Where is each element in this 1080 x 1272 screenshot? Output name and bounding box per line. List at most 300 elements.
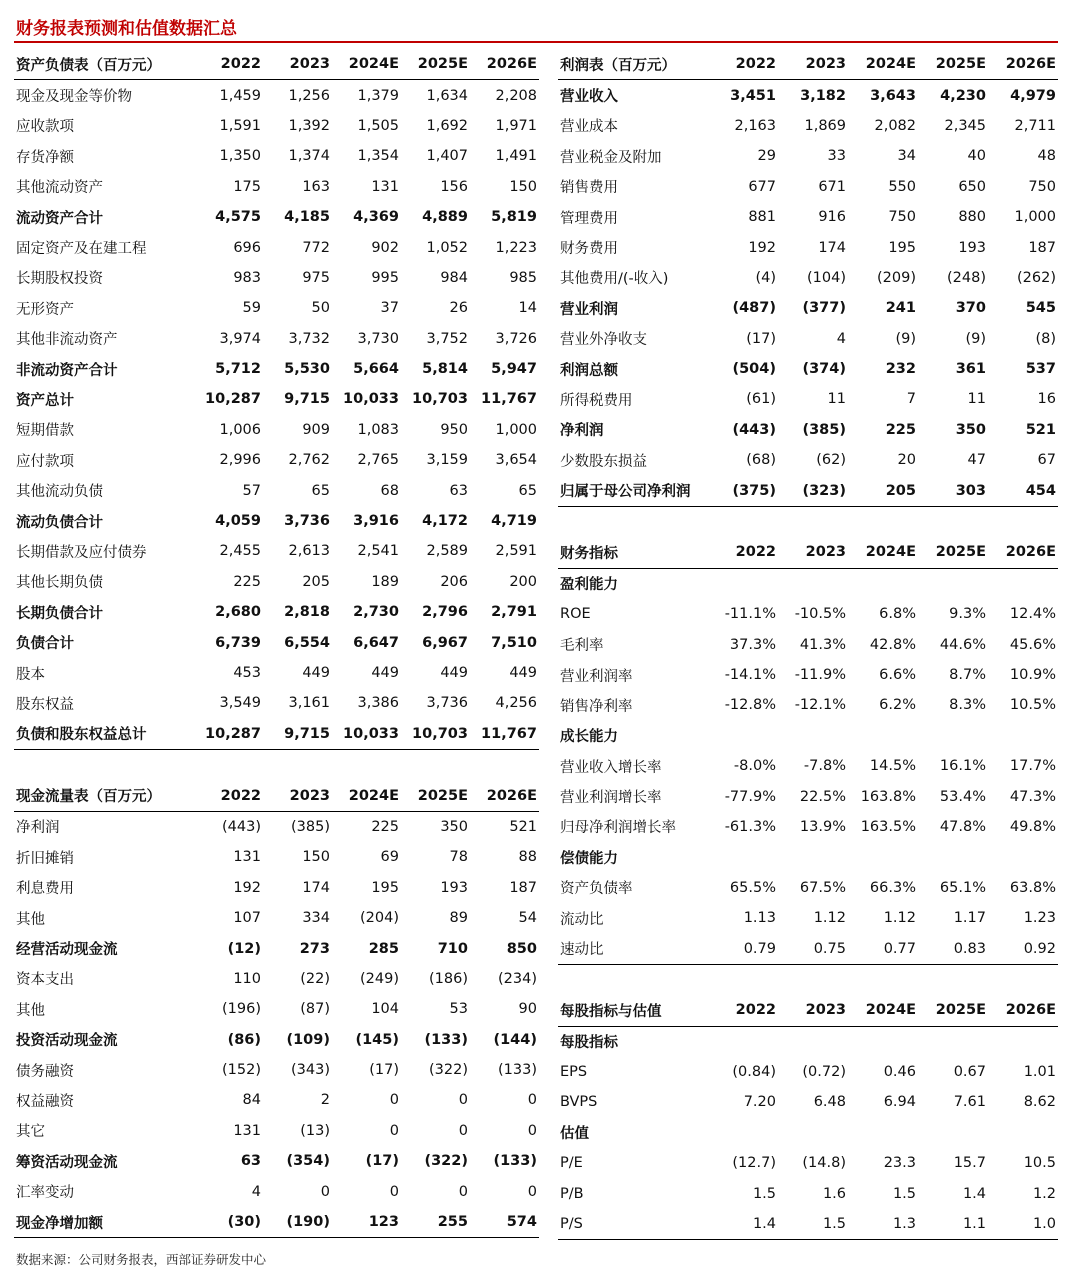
cell-value: (322) (429, 1062, 468, 1079)
spacer-cell (558, 506, 708, 537)
cell-value: 0.75 (778, 933, 848, 964)
cell-value: (375) (708, 475, 778, 506)
cell-value: 0 (458, 1092, 468, 1109)
cell-value: (145) (355, 1031, 399, 1048)
cell-value: 1,052 (426, 239, 468, 256)
balance-sheet-year-header: 2023 (263, 49, 332, 80)
balance-sheet-row (14, 172, 539, 202)
per-share-valuation-row (558, 1209, 1058, 1240)
cell-value: 47 (967, 452, 986, 469)
left-financial-table (14, 49, 539, 1238)
cell-value: 88 (518, 849, 537, 866)
cell-value (988, 1118, 1058, 1148)
cell-value: 44.6% (939, 636, 986, 653)
cell-value: 2,591 (495, 543, 537, 560)
cell-value: 6,967 (422, 634, 468, 651)
cell-value: 361 (955, 361, 986, 378)
cell-value: 15.7 (953, 1155, 986, 1172)
row-label: 流动资产合计 (16, 210, 103, 227)
cell-value: (104) (807, 269, 846, 286)
cell-value (848, 568, 918, 599)
cell-value: -14.1% (724, 667, 776, 683)
cell-value: 8.7% (949, 667, 986, 683)
per-share-valuation-row (558, 1087, 1058, 1117)
cell-value (988, 568, 1058, 599)
cell-value (848, 1118, 918, 1148)
cell-value: 696 (233, 239, 261, 256)
cell-value: 150 (302, 849, 330, 866)
income-statement-row (558, 80, 1058, 111)
balance-sheet-row (14, 111, 539, 141)
cell-value: 0 (527, 1183, 537, 1200)
cell-value (848, 1026, 918, 1057)
cell-value: 1.1 (918, 1209, 988, 1240)
row-label: 投资活动现金流 (16, 1033, 118, 1050)
row-label: 营业利润 (560, 301, 618, 318)
balance-sheet-row (14, 384, 539, 414)
per-share-valuation-year-header: 2025E (918, 995, 988, 1026)
row-label: 应收款项 (16, 119, 74, 136)
cash-flow-row (14, 994, 539, 1024)
cell-value: (133) (498, 1062, 537, 1079)
cell-value: 11,767 (470, 719, 539, 750)
balance-sheet-row (14, 627, 539, 657)
cell-value: (13) (300, 1122, 330, 1139)
per-share-valuation-title: 每股指标与估值 (558, 995, 708, 1026)
row-label: P/B (560, 1185, 584, 1202)
cell-value: (323) (778, 475, 848, 506)
spacer-cell (988, 964, 1058, 995)
income-statement-row (558, 111, 1058, 141)
cell-value: 4,185 (284, 209, 330, 226)
cell-value: 1,354 (357, 148, 399, 165)
cell-value: 0.92 (988, 933, 1058, 964)
cell-value: 3,974 (219, 330, 261, 347)
cell-value: 454 (988, 475, 1058, 506)
cell-value: 131 (233, 1122, 261, 1139)
cell-value: (0.72) (802, 1064, 846, 1081)
cell-value: 1,634 (426, 87, 468, 104)
cell-value: 9,715 (263, 719, 332, 750)
cell-value: 650 (958, 178, 986, 195)
cell-value: 449 (440, 665, 468, 681)
cell-value: 1,971 (495, 117, 537, 134)
row-label: 非流动资产合计 (16, 362, 118, 379)
cash-flow-row (14, 873, 539, 903)
cell-value: 174 (818, 239, 846, 256)
cash-flow-row (14, 933, 539, 963)
cell-value: 3,736 (284, 513, 330, 530)
cell-value: 1,591 (219, 117, 261, 134)
row-label: 归母净利润增长率 (560, 820, 676, 837)
spacer-cell (848, 964, 918, 995)
cell-value: (343) (291, 1062, 330, 1079)
cell-value: 449 (302, 665, 330, 681)
row-label: 营业利润增长率 (560, 790, 662, 807)
cell-value: 1.0 (988, 1209, 1058, 1240)
spacer-row (14, 749, 539, 780)
cell-value: (14.8) (802, 1155, 846, 1172)
cell-value: 78 (449, 849, 468, 866)
financial-indicators-row (558, 933, 1058, 964)
financial-indicators-row (558, 812, 1058, 842)
row-label: 每股指标 (560, 1035, 618, 1052)
cell-value (708, 842, 778, 872)
cell-value: 0 (389, 1092, 399, 1109)
row-label: 营业收入 (560, 89, 618, 106)
spacer-cell (848, 506, 918, 537)
row-label: 估值 (560, 1126, 589, 1143)
financial-indicators-row (558, 873, 1058, 903)
cell-value: 193 (440, 879, 468, 896)
cell-value: 41.3% (799, 636, 846, 653)
financial-indicators-year-header: 2022 (708, 537, 778, 568)
cell-value: 45.6% (1009, 636, 1056, 653)
cell-value: 2,996 (219, 452, 261, 469)
balance-sheet-row (14, 658, 539, 688)
row-label: 负债和股东权益总计 (14, 719, 194, 750)
cell-value: 671 (818, 178, 846, 195)
financial-indicators-row (558, 690, 1058, 720)
cell-value: 20 (897, 452, 916, 469)
cell-value: 0 (458, 1183, 468, 1200)
income-statement-row (558, 202, 1058, 232)
spacer-row (558, 964, 1058, 995)
cell-value: 975 (302, 269, 330, 286)
cell-value: 677 (748, 178, 776, 195)
balance-sheet-row (14, 445, 539, 475)
cell-value: 995 (371, 269, 399, 286)
row-label: 利润总额 (560, 362, 618, 379)
cell-value: 3,182 (800, 87, 846, 104)
cell-value: 16 (1037, 391, 1056, 408)
cell-value (848, 842, 918, 872)
cell-value: 65 (518, 482, 537, 499)
cell-value: 12.4% (1009, 606, 1056, 623)
cell-value: 163.8% (860, 788, 916, 805)
cash-flow-year-header: 2022 (194, 780, 263, 811)
cell-value: 22.5% (799, 788, 846, 805)
cell-value: 57 (242, 482, 261, 499)
balance-sheet-row (14, 354, 539, 384)
row-label: 筹资活动现金流 (16, 1154, 118, 1171)
balance-sheet-row (14, 141, 539, 171)
cell-value: 4,719 (491, 513, 537, 530)
cell-value: 1,350 (219, 148, 261, 165)
cell-value: (61) (746, 391, 776, 408)
cell-value: 370 (955, 300, 986, 317)
cell-value: 63 (449, 482, 468, 499)
cell-value: 6,554 (284, 634, 330, 651)
cell-value (918, 842, 988, 872)
cash-flow-header-row (14, 780, 539, 811)
cell-value: 4,059 (215, 513, 261, 530)
cell-value: 53.4% (939, 788, 986, 805)
cell-value: 0.79 (708, 933, 778, 964)
row-label: 应付款项 (16, 453, 74, 470)
cell-value: 131 (371, 178, 399, 195)
balance-sheet-year-header: 2026E (470, 49, 539, 80)
cell-value: 192 (233, 879, 261, 896)
row-label: 资产负债率 (560, 881, 633, 898)
financial-indicators-title: 财务指标 (558, 537, 708, 568)
cell-value: 11 (967, 391, 986, 408)
cell-value: 8.3% (949, 697, 986, 714)
cell-value: 11,767 (481, 391, 537, 408)
row-label: 营业成本 (560, 119, 618, 136)
cell-value: (8) (1035, 330, 1056, 347)
cell-value: -12.1% (794, 697, 846, 714)
cell-value: 205 (848, 475, 918, 506)
cell-value: 1.17 (953, 910, 986, 927)
cash-flow-row (14, 903, 539, 933)
row-label: P/E (560, 1155, 583, 1172)
cell-value: 3,654 (495, 452, 537, 469)
cell-value: 10,287 (194, 719, 263, 750)
cell-value: 13.9% (799, 818, 846, 835)
cell-value: -7.8% (803, 758, 846, 775)
balance-sheet-row (14, 719, 539, 750)
row-label: EPS (560, 1064, 588, 1081)
cell-value: 880 (958, 209, 986, 226)
balance-sheet-title: 资产负债表（百万元） (14, 49, 194, 80)
cell-value: (504) (732, 361, 776, 378)
row-label: 其他非流动资产 (16, 332, 118, 349)
income-statement-row (558, 324, 1058, 354)
row-label: 流动比 (560, 911, 604, 928)
income-statement-row (558, 172, 1058, 202)
cell-value: 5,814 (422, 361, 468, 378)
cell-value: 1,459 (219, 87, 261, 104)
cell-value (778, 721, 848, 751)
cash-flow-year-header: 2025E (401, 780, 470, 811)
cell-value: 205 (302, 573, 330, 590)
financial-indicators-row (558, 751, 1058, 781)
cell-value: 63.8% (1009, 879, 1056, 896)
cell-value: (17) (365, 1153, 399, 1170)
row-label: 折旧摊销 (16, 850, 74, 867)
row-label: 其他 (16, 1002, 45, 1019)
balance-sheet-row (14, 263, 539, 293)
cell-value: 42.8% (869, 636, 916, 653)
cell-value: 3,732 (288, 330, 330, 347)
spacer-cell (558, 964, 708, 995)
row-label: 资本支出 (16, 972, 74, 989)
financial-indicators-row (558, 781, 1058, 811)
cell-value: 3,549 (219, 695, 261, 712)
cell-value: 1.4 (708, 1209, 778, 1240)
row-label: 净利润 (560, 423, 604, 440)
cell-value: 10,703 (401, 719, 470, 750)
cell-value: 1.12 (813, 910, 846, 927)
row-label: 其他流动资产 (16, 180, 103, 197)
cell-value: (249) (360, 970, 399, 987)
cell-value: (133) (424, 1031, 468, 1048)
cell-value: -12.8% (724, 697, 776, 714)
cell-value: 2,762 (288, 452, 330, 469)
cell-value: 1.2 (1032, 1185, 1056, 1202)
cell-value: 1.12 (883, 910, 916, 927)
per-share-valuation-year-header: 2026E (988, 995, 1058, 1026)
cash-flow-row (14, 1085, 539, 1115)
cell-value: 550 (888, 178, 916, 195)
income-statement-header-row (558, 49, 1058, 80)
cell-value (778, 1118, 848, 1148)
cell-value: 545 (1025, 300, 1056, 317)
cell-value: 241 (885, 300, 916, 317)
cell-value: 1,491 (495, 148, 537, 165)
cell-value: 0 (458, 1122, 468, 1139)
income-statement-year-header: 2022 (708, 49, 778, 80)
cell-value: (22) (300, 970, 330, 987)
cell-value: 985 (509, 269, 537, 286)
cell-value: 521 (1025, 421, 1056, 438)
row-label: 营业收入增长率 (560, 759, 662, 776)
cell-value: (152) (222, 1062, 261, 1079)
cell-value: 1,000 (495, 421, 537, 438)
financial-indicators-header-row (558, 537, 1058, 568)
per-share-valuation-year-header: 2022 (708, 995, 778, 1026)
cell-value: 350 (955, 421, 986, 438)
cell-value: (262) (1017, 269, 1056, 286)
row-label: 其他流动负债 (16, 484, 103, 501)
cell-value: 4 (251, 1183, 261, 1200)
row-label: 其他长期负债 (16, 575, 103, 592)
cell-value: 1,374 (288, 148, 330, 165)
spacer-cell (401, 749, 470, 780)
cell-value: (190) (263, 1207, 332, 1238)
cell-value: 2,818 (284, 604, 330, 621)
spacer-cell (918, 964, 988, 995)
cell-value: 6,739 (215, 634, 261, 651)
report-title: 财务报表预测和估值数据汇总 (16, 19, 237, 39)
cell-value: (133) (493, 1153, 537, 1170)
cell-value: 193 (958, 239, 986, 256)
cell-value: (443) (222, 818, 261, 835)
cell-value: 1.23 (1023, 910, 1056, 927)
row-label: 经营活动现金流 (16, 942, 118, 959)
cell-value: 84 (242, 1092, 261, 1109)
cash-flow-row (14, 1025, 539, 1055)
income-statement-row (558, 141, 1058, 171)
cell-value: 350 (440, 818, 468, 835)
balance-sheet-row (14, 202, 539, 232)
cell-value: 14 (518, 300, 537, 317)
cell-value: 2,541 (357, 543, 399, 560)
cell-value: 4,979 (1010, 87, 1056, 104)
cell-value: 983 (233, 269, 261, 286)
balance-sheet-row (14, 597, 539, 627)
cell-value: 34 (897, 148, 916, 165)
cell-value: 1.5 (778, 1209, 848, 1240)
cell-value: 90 (518, 1001, 537, 1018)
cell-value: 67 (1037, 452, 1056, 469)
income-statement-row (558, 475, 1058, 506)
cell-value: 850 (506, 940, 537, 957)
cell-value: 110 (233, 970, 261, 987)
cell-value: 0 (389, 1122, 399, 1139)
cell-value: 11 (827, 391, 846, 408)
cell-value: (322) (424, 1153, 468, 1170)
cell-value: 3,161 (288, 695, 330, 712)
row-label: 长期负债合计 (16, 605, 103, 622)
cell-value: (354) (286, 1153, 330, 1170)
cell-value: 16.1% (939, 758, 986, 775)
cell-value: 3,643 (870, 87, 916, 104)
cell-value: 206 (440, 573, 468, 590)
balance-sheet-row (14, 536, 539, 566)
cell-value: (68) (746, 452, 776, 469)
balance-sheet-row (14, 567, 539, 597)
balance-sheet-header-row (14, 49, 539, 80)
spacer-cell (988, 506, 1058, 537)
balance-sheet-row (14, 324, 539, 354)
row-label: P/S (558, 1209, 708, 1240)
cell-value: 29 (757, 148, 776, 165)
income-statement-title: 利润表（百万元） (558, 49, 708, 80)
cell-value: 65.1% (939, 879, 986, 896)
cell-value: 3,386 (357, 695, 399, 712)
cell-value: 334 (302, 910, 330, 927)
cell-value: 6.94 (883, 1094, 916, 1111)
cell-value: 40 (967, 148, 986, 165)
cell-value: 1,379 (357, 87, 399, 104)
cell-value: -11.9% (794, 667, 846, 683)
row-label: 销售净利率 (560, 698, 633, 715)
cell-value: (209) (877, 269, 916, 286)
cell-value: 47.8% (939, 818, 986, 835)
row-label: 权益融资 (16, 1093, 74, 1110)
financial-indicators-row (558, 629, 1058, 659)
data-source-note: 数据来源：公司财务报表，西部证券研发中心 (16, 1252, 267, 1267)
cash-flow-row (14, 1207, 539, 1238)
cell-value: 225 (233, 573, 261, 590)
cell-value (778, 568, 848, 599)
row-label: 营业税金及附加 (560, 149, 662, 166)
cell-value: 449 (371, 665, 399, 681)
cell-value: 2,680 (215, 604, 261, 621)
cell-value: 4,230 (940, 87, 986, 104)
per-share-valuation-row (558, 1148, 1058, 1178)
cell-value: (12.7) (732, 1155, 776, 1172)
cash-flow-year-header: 2024E (332, 780, 401, 811)
financial-indicators-row (558, 599, 1058, 629)
cell-value: 2,796 (422, 604, 468, 621)
cash-flow-row (14, 1176, 539, 1206)
cell-value (918, 721, 988, 751)
cell-value: 1.3 (848, 1209, 918, 1240)
cell-value: 7,510 (491, 634, 537, 651)
cell-value: 1,692 (426, 117, 468, 134)
income-statement-year-header: 2025E (918, 49, 988, 80)
cell-value: 50 (311, 300, 330, 317)
cell-value (918, 1118, 988, 1148)
spacer-cell (332, 749, 401, 780)
cell-value (848, 721, 918, 751)
cell-value: 3,451 (730, 87, 776, 104)
cell-value: 225 (371, 818, 399, 835)
cell-value: 65.5% (729, 879, 776, 896)
cell-value (918, 1026, 988, 1057)
cell-value: 3,726 (495, 330, 537, 347)
cell-value: 0.67 (953, 1064, 986, 1081)
income-statement-year-header: 2023 (778, 49, 848, 80)
cell-value: 710 (437, 940, 468, 957)
spacer-cell (778, 964, 848, 995)
cell-value: 0 (527, 1122, 537, 1139)
cell-value: 1.5 (892, 1185, 916, 1202)
cell-value: 53 (449, 1001, 468, 1018)
